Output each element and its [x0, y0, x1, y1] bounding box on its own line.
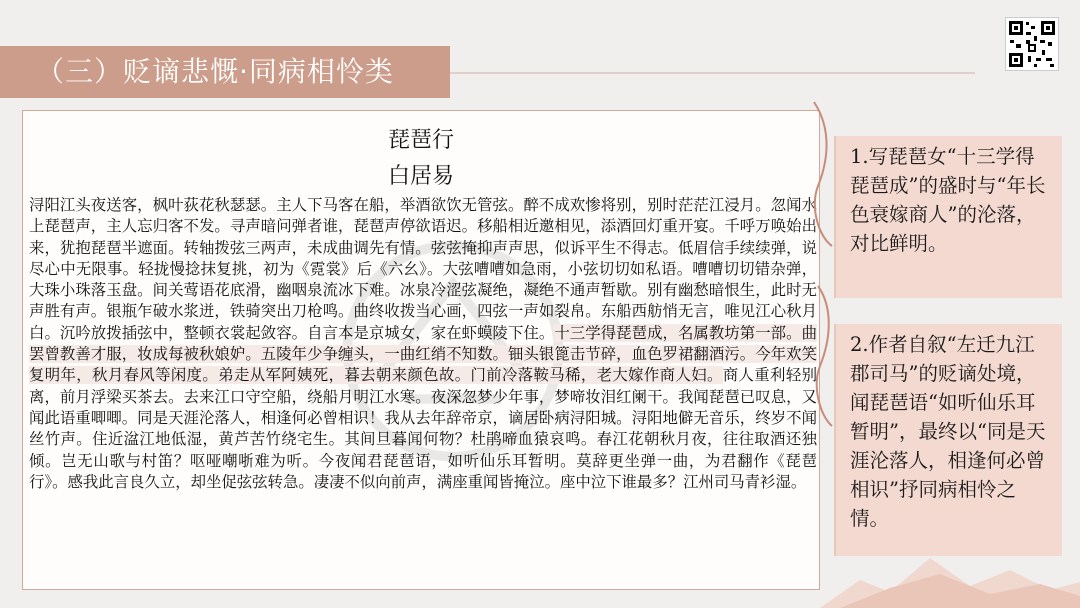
- poem-title: 琵琶行: [387, 128, 454, 153]
- mountain-ink-icon: [820, 530, 1080, 608]
- poem-author: 白居易: [387, 164, 454, 189]
- section-header: [0, 46, 450, 98]
- poem-card: [22, 110, 820, 590]
- poem-body: [29, 195, 817, 493]
- poem-text: 浔阳江头夜送客，枫叶荻花秋瑟瑟。主人下马客在船，举酒欲饮无管弦。醉不成欢惨将别，别时茫茫江浸月。忽闻水上琵琶声，主人忘归客不发。寻声暗问弹者谁，琵琶声停欲语迟。移船相近邀相见，添酒回灯重开宴。千呼万唤始出来，犹抱琵琶半遮面。转轴拨弦三两声，未成曲调先有情。弦弦掩抑声声思，似诉平生不得志。低眉信手续续弹，说尽心中无限事。轻拢慢捻抹复挑，初为《霓裳》后《六幺》。大弦嘈嘈如急雨，小弦切切如私语。嘈嘈切切错杂弹，大珠小珠落玉盘。间关莺语花底滑，幽咽泉流冰下难。冰泉冷涩弦凝绝，凝绝不通声暂歇。别有幽愁暗恨生，此时无声胜有声。银瓶乍破水浆迸，铁骑突出刀枪鸣。曲终收拨当心画，四弦一声如裂帛。东船西舫悄无言，唯见江心秋月白。沉吟放拨插弦中，整顿衣裳起敛容。自言本是京城女，家在虾蟆陵下住。: [29, 196, 817, 342]
- note-text: 1.写琵琶女“十三学得琵琶成”的盛时与“年长色衰嫁商人”的沦落，对比鲜明。: [850, 145, 1046, 255]
- note-card-2: [834, 324, 1062, 556]
- qr-code-icon: [1005, 17, 1059, 71]
- note-text: 2.作者自叙“左迁九江郡司马”的贬谪处境，闻琵琶语“如听仙乐耳暂明”，最终以“同是天涯沦落人，相逢何必曾相识”抒同病相怜之情。: [850, 333, 1046, 530]
- poem-text: 商人重利轻别离，前月浮梁买茶去。去来江口守空船，绕船月明江水寒。夜深忽梦少年事，梦啼妆泪红阑干。我闻琵琶已叹息，又闻此语重唧唧。同是天涯沦落人，相逢何必曾相识！我从去年辞帝京，谪居卧病浔阳城。浔阳地僻无音乐，终岁不闻丝竹声。住近湓江地低湿，黄芦苦竹绕宅生。其间旦暮闻何物？杜鹃啼血猿哀鸣。春江花朝秋月夜，往往取酒还独倾。岂无山歌与村笛？呕哑嘲哳难为听。今夜闻君琵琶语，如听仙乐耳暂明。莫辞更坐弹一曲，为君翻作《琵琶行》。感我此言良久立，却坐促弦弦转急。凄凄不似向前声，满座重闻皆掩泣。座中泣下谁最多？江州司马青衫湿。: [29, 366, 817, 491]
- note-card-1: [834, 136, 1062, 298]
- section-title: （三）贬谪悲慨·同病相怜类: [36, 55, 394, 88]
- header-divider: [450, 72, 975, 74]
- poem-text-highlighted: 十三学得琵琶成，名属教坊第一部。曲罢曾教善才服，妆成每被秋娘妒。五陵年少争缠头，一曲红绡不知数。钿头银篦击节碎，血色罗裙翻酒污。今年欢笑复明年，秋月春风等闲度。弟走从军阿姨死，暮去朝来颜色故。门前冷落鞍马稀，老大嫁作商人妇。: [29, 323, 817, 385]
